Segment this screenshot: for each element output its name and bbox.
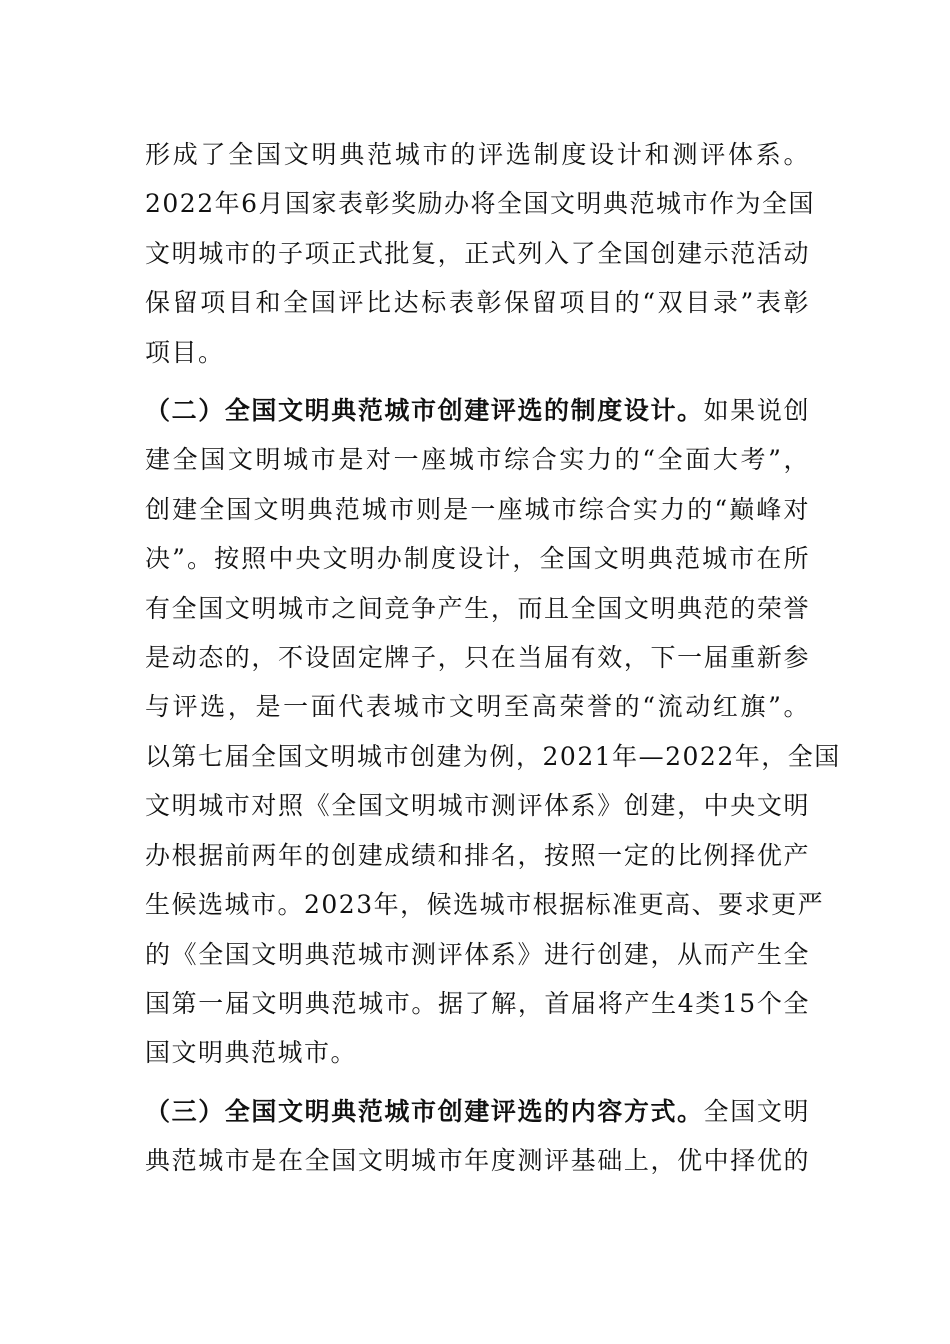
text-line: 建全国文明城市是对一座城市综合实力的“全面大考”， xyxy=(145,445,810,475)
text-line: 有全国文明城市之间竞争产生，而且全国文明典范的荣誉 xyxy=(145,593,810,623)
section-heading-2: （二）全国文明典范城市创建评选的制度设计。 xyxy=(145,396,704,426)
text-run: 如果说创 xyxy=(703,396,810,426)
text-line: 创建全国文明典范城市则是一座城市综合实力的“巅峰对 xyxy=(145,494,810,524)
text-line: 以第七届全国文明城市创建为例，2021年—2022年，全国 xyxy=(145,741,841,771)
heading-line xyxy=(145,1087,810,1136)
text-line: 文明城市对照《全国文明城市测评体系》创建，中央文明 xyxy=(145,791,810,821)
text-line: 国第一届文明典范城市。据了解，首届将产生4类15个全 xyxy=(145,988,810,1018)
paragraph-3 xyxy=(145,1087,810,1186)
text-line: 国文明典范城市。 xyxy=(145,1038,358,1068)
text-line: 项目。 xyxy=(145,337,225,367)
text-line: 典范城市是在全国文明城市年度测评基础上，优中择优的 xyxy=(145,1146,810,1176)
text-line: 2022年6月国家表彰奖励办将全国文明典范城市作为全国 xyxy=(145,189,816,219)
section-heading-3: （三）全国文明典范城市创建评选的内容方式。 xyxy=(145,1096,704,1126)
heading-line xyxy=(145,386,810,435)
text-line: 保留项目和全国评比达标表彰保留项目的“双目录”表彰 xyxy=(145,288,810,318)
text-line: 决”。按照中央文明办制度设计，全国文明典范城市在所 xyxy=(145,544,810,574)
text-line: 与评选，是一面代表城市文明至高荣誉的“流动红旗”。 xyxy=(145,692,810,722)
text-run: 全国文明 xyxy=(703,1096,810,1126)
text-line: 是动态的，不设固定牌子，只在当届有效，下一届重新参 xyxy=(145,643,810,673)
text-line: 文明城市的子项正式批复，正式列入了全国创建示范活动 xyxy=(145,238,810,268)
text-line: 形成了全国文明典范城市的评选制度设计和测评体系。 xyxy=(145,140,810,169)
text-line: 的《全国文明典范城市测评体系》进行创建，从而产生全 xyxy=(145,939,810,969)
document-body xyxy=(145,130,841,1186)
paragraph-2 xyxy=(145,386,841,1078)
paragraph-1 xyxy=(145,130,816,377)
text-line: 办根据前两年的创建成绩和排名，按照一定的比例择优产 xyxy=(145,840,810,870)
text-line: 生候选城市。2023年，候选城市根据标准更高、要求更严 xyxy=(145,890,825,920)
